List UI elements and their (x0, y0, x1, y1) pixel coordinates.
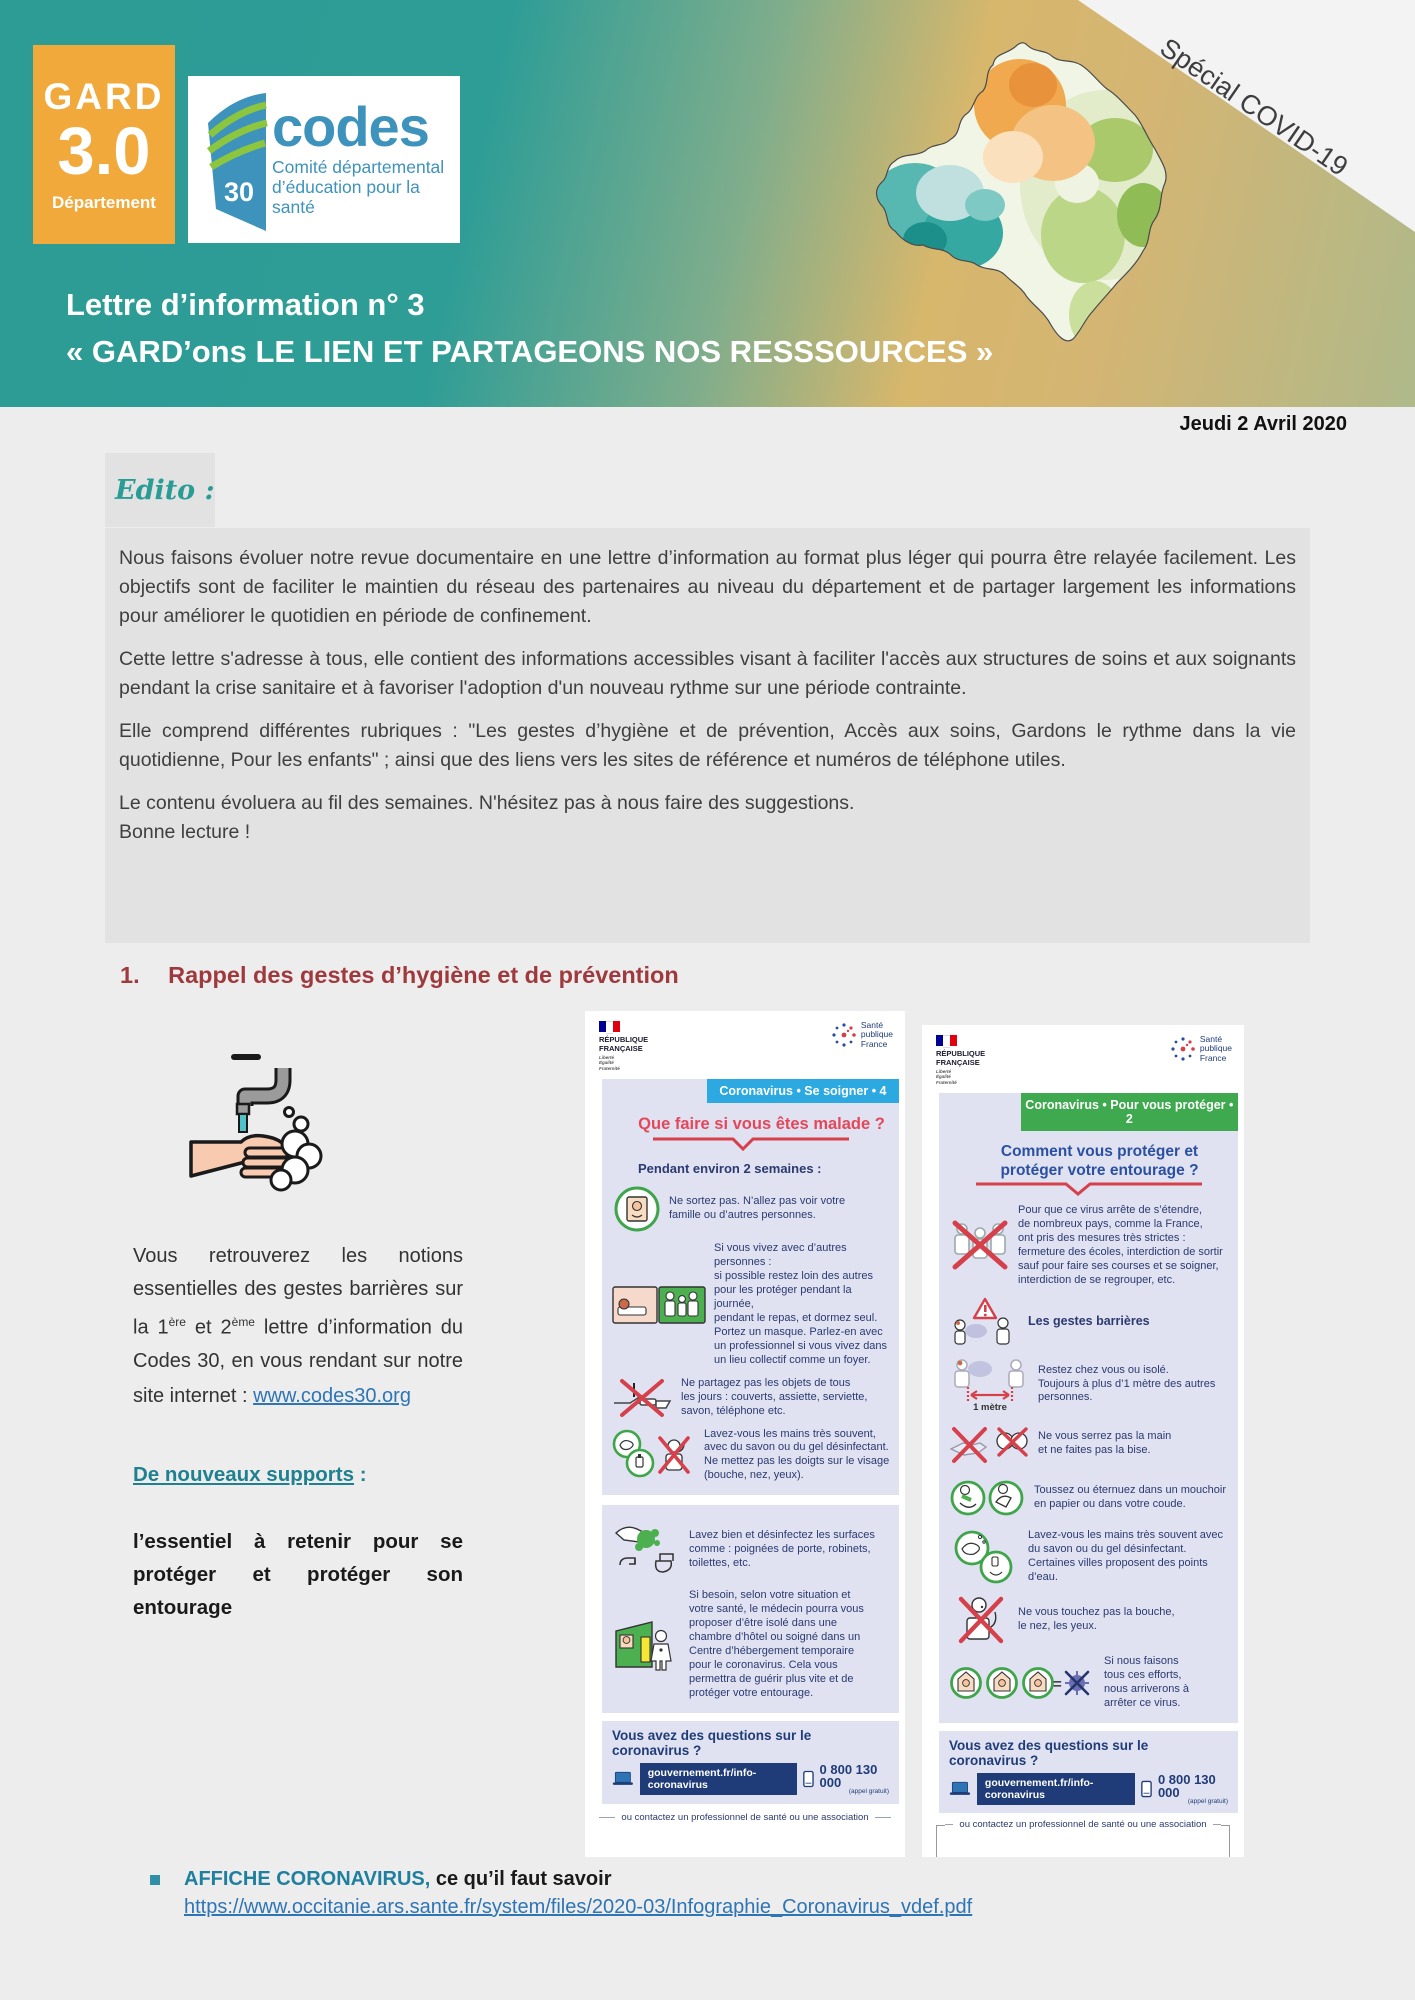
poster-pour-vous-proteger (922, 1025, 1244, 1857)
gouvernement-site-button: gouvernement.fr/info-coronavirus (977, 1773, 1135, 1805)
poster-subtitle: Pendant environ 2 semaines : (638, 1160, 822, 1176)
title-underline-pointer (974, 1182, 1204, 1196)
poster-item-text: Si vous vivez avec d’autres personnes : si possible restez loin des autres pour les protéger pendant la journée, pendant le repas, et dormez seul. Portez un masque. Parlez-en avec un professionnel si vous vivez dans un lieu collectif comme un foyer. (714, 1241, 888, 1366)
laptop-icon (612, 1770, 634, 1788)
poster-banner: Coronavirus • Se soigner • 4 (707, 1079, 899, 1103)
sante-publique-france-logo: Santé publique France (831, 1021, 893, 1049)
poster-item (612, 1519, 893, 1581)
poster-item (949, 1475, 1232, 1521)
no-groups-icon (949, 1219, 1011, 1273)
header-band (0, 0, 1415, 407)
poster-item-text: Pour que ce virus arrête de s’étendre, de nombreux pays, comme la France, ont pris des mesures très strictes : fermeture des écoles, interdiction de sortir sauf pour faire ses courses et se soigner, interdiction de se regrouper, etc. (1018, 1204, 1223, 1287)
phone-number: 0 800 130 000 (appel gratuit) (819, 1762, 889, 1796)
poster-item (612, 1376, 893, 1420)
edito-paragraph: Cette lettre s'adresse à tous, elle contient des informations accessibles visant à faciliter l'accès aux structures de soins et aux soignants pendant la crise sanitaire et à favoriser l'adoption d'un nouveau rythme sur une période contrainte. (119, 648, 1296, 699)
poster-item (949, 1529, 1232, 1585)
poster-item-text: Restez chez vous ou isolé. Toujours à plus d’1 mètre des autres personnes. (1038, 1363, 1216, 1404)
section-1-heading (120, 962, 679, 989)
poster-item (949, 1204, 1232, 1288)
one-meter-label: 1 mètre (973, 1402, 1007, 1413)
poster-item-text: Ne vous touchez pas la bouche, le nez, les yeux. (1018, 1605, 1175, 1632)
ribbon-label: Spécial COVID-19 (1154, 32, 1354, 182)
poster-item (949, 1593, 1232, 1647)
poster-title: Que faire si vous êtes malade ? (638, 1115, 885, 1133)
title-line-2: « GARD’ons LE LIEN ET PARTAGEONS NOS RESSSOURCES » (66, 334, 994, 369)
poster-item-text: Ne partagez pas les objets de tous les jours : couverts, assiette, serviette, savon, téléphone etc. (681, 1376, 868, 1417)
poster-banner: Coronavirus • Pour vous protéger • 2 (1021, 1093, 1238, 1131)
affiche-title: AFFICHE CORONAVIRUS, (184, 1868, 431, 1890)
wash-hands-no-face-icon (612, 1429, 697, 1481)
spf-dots-icon (831, 1022, 857, 1048)
intro-text: Vous retrouverez les notions essentielles des gestes barrières sur la 1ère et 2ème lettre d’information du Codes 30, en vous rendant sur notre site internet : www.codes30.org (133, 1240, 463, 1413)
one-meter-icon (949, 1356, 1031, 1413)
poster-header (585, 1011, 905, 1079)
barrier-gestures-icon (949, 1296, 1021, 1348)
clean-surfaces-icon (612, 1519, 682, 1581)
poster-items (602, 1184, 899, 1484)
footer-question: Vous avez des questions sur le coronavirus ? (612, 1728, 812, 1759)
section-1-number: 1. (120, 962, 140, 988)
title-line-1: Lettre d’information n° 3 (66, 287, 425, 322)
poster-panel (602, 1505, 899, 1713)
laptop-icon (949, 1780, 971, 1798)
page-title (66, 289, 993, 367)
essential-text: l’essentiel à retenir pour se protéger et protéger son entourage (133, 1529, 463, 1619)
bullet-square-icon (150, 1875, 160, 1885)
no-share-objects-icon (612, 1376, 674, 1420)
footer-question: Vous avez des questions sur le coronavirus ? (949, 1737, 1149, 1768)
poster-title: Comment vous protéger et protéger votre entourage ? (1000, 1143, 1199, 1179)
sante-publique-france-logo: Santé publique France (1170, 1035, 1232, 1063)
affiche-bullet-line (150, 1868, 611, 1891)
poster-panel (939, 1093, 1238, 1723)
poster-item (949, 1421, 1232, 1467)
poster-item-text: Ne sortez pas. N’allez pas voir votre famille ou d’autres personnes. (669, 1194, 846, 1221)
title-underline-pointer (651, 1137, 851, 1151)
affiche-subtitle: ce qu’il faut savoir (430, 1868, 612, 1890)
spf-dots-icon (1170, 1036, 1196, 1062)
phone-note: (appel gratuit) (848, 1788, 889, 1796)
poster-se-soigner (585, 1011, 905, 1857)
french-flag-icon (599, 1021, 648, 1034)
poster-footer (602, 1721, 899, 1804)
cough-elbow-icon (949, 1475, 1027, 1521)
date-label: Jeudi 2 Avril 2020 (1179, 413, 1347, 435)
no-touch-face-icon (949, 1593, 1011, 1647)
poster-header (922, 1025, 1244, 1093)
contact-line: ou contactez un professionnel de santé ou une association (599, 1812, 891, 1823)
phone-icon (803, 1769, 814, 1789)
codes-logo-name: codes (272, 95, 429, 159)
poster-item-text: Si nous faisons tous ces efforts, nous arriverons à arrêter ce virus. (1104, 1654, 1189, 1709)
phone-icon (1141, 1779, 1152, 1799)
wash-hands-icon (949, 1530, 1021, 1584)
poster-item (949, 1296, 1232, 1348)
poster-items (602, 1519, 899, 1701)
poster-item (612, 1184, 893, 1234)
edito-box (105, 528, 1310, 943)
no-handshake-icon (949, 1421, 1031, 1467)
republique-francaise-logo: RÉPUBLIQUE FRANÇAISE Liberté Égalité Fraternité (599, 1021, 648, 1071)
poster-panel (602, 1079, 899, 1495)
contact-empty-box (936, 1819, 1230, 1857)
french-flag-icon (936, 1035, 985, 1048)
ars-infographie-link[interactable]: https://www.occitanie.ars.sante.fr/system/files/2020-03/Infographie_Coronavirus_vdef.pdf (184, 1896, 973, 1918)
hand-washing-icon (183, 1048, 333, 1196)
poster-item (949, 1655, 1232, 1711)
gard-logo-sub: Département (52, 193, 156, 212)
stop-virus-icon (949, 1660, 1097, 1706)
gouvernement-site-button: gouvernement.fr/info-coronavirus (640, 1763, 797, 1795)
republique-francaise-logo: RÉPUBLIQUE FRANÇAISE Liberté Égalité Fraternité (936, 1035, 985, 1085)
stay-home-icon (612, 1184, 662, 1234)
codes-logo-sub: Comité départemental d’éducation pour la santé (272, 156, 445, 217)
svg-text:=: = (1053, 1675, 1062, 1693)
edito-paragraph: Nous faisons évoluer notre revue documentaire en une lettre d’information au format plus léger qui pourra être relayée facilement. Les objectifs sont de faciliter le maintien du réseau des partenaires au niveau du département et de partager largement les informations pour améliorer le quotidien en période de confinement. (119, 547, 1296, 627)
section-1-title: Rappel des gestes d’hygiène et de prévention (168, 962, 679, 988)
poster-item-text: Lavez bien et désinfectez les surfaces comme : poignées de porte, robinets, toilettes, etc. (689, 1529, 875, 1570)
edito-label: Edito : (105, 453, 215, 527)
poster-item-text: Lavez-vous les mains très souvent, avec du savon ou du gel désinfectant. Ne mettez pas les doigts sur le visage (bouche, nez, yeux). (704, 1427, 890, 1482)
doctor-isolation-icon (612, 1615, 682, 1675)
poster-item-text: Si besoin, selon votre situation et votre santé, le médecin pourra vous proposer d’être isolé dans une chambre d’hôtel ou soigné dans un Centre d’hébergement temporaire pour le coronavirus. Cela vous permettra de guérir plus vite et de protéger votre entourage. (689, 1589, 864, 1700)
isolate-at-home-icon (612, 1283, 707, 1327)
poster-item-text: Lavez-vous les mains très souvent avec du savon ou du gel désinfectant. Certaines villes proposent des points d’eau. (1028, 1529, 1224, 1583)
poster-item (612, 1428, 893, 1484)
poster-item (612, 1242, 893, 1368)
poster-items (939, 1204, 1238, 1711)
gard-logo-name: GARD (43, 76, 165, 117)
section-1-text-column (133, 1240, 463, 1624)
new-supports-heading: De nouveaux supports : (133, 1462, 367, 1486)
edito-paragraph: Le contenu évoluera au fil des semaines. N'hésitez pas à nous faire des suggestions. Bonne lecture ! (119, 792, 855, 843)
codes30-site-link[interactable]: www.codes30.org (253, 1384, 411, 1407)
phone-note: (appel gratuit) (1187, 1797, 1228, 1805)
svg-text:30: 30 (224, 176, 255, 207)
poster-item-text: Ne vous serrez pas la main et ne faites pas la bise. (1038, 1430, 1172, 1456)
poster-item-text: Toussez ou éternuez dans un mouchoir en papier ou dans votre coude. (1034, 1484, 1227, 1510)
poster-item (949, 1356, 1232, 1413)
gard-logo-number: 3.0 (57, 114, 151, 189)
poster-item-text: Les gestes barrières (1028, 1314, 1150, 1329)
phone-number: 0 800 130 000 (appel gratuit) (1157, 1771, 1228, 1805)
poster-item (612, 1589, 893, 1701)
contact-line: ou contactez un professionnel de santé ou une association (945, 1819, 1221, 1830)
edito-paragraph: Elle comprend différentes rubriques : "Les gestes d’hygiène et de prévention, Accès aux soins, Gardons le rythme dans la vie quotidienne, Pour les enfants" ; ainsi que des liens vers les sites de référence et numéros de téléphone utiles. (119, 720, 1296, 771)
poster-footer (939, 1731, 1238, 1814)
